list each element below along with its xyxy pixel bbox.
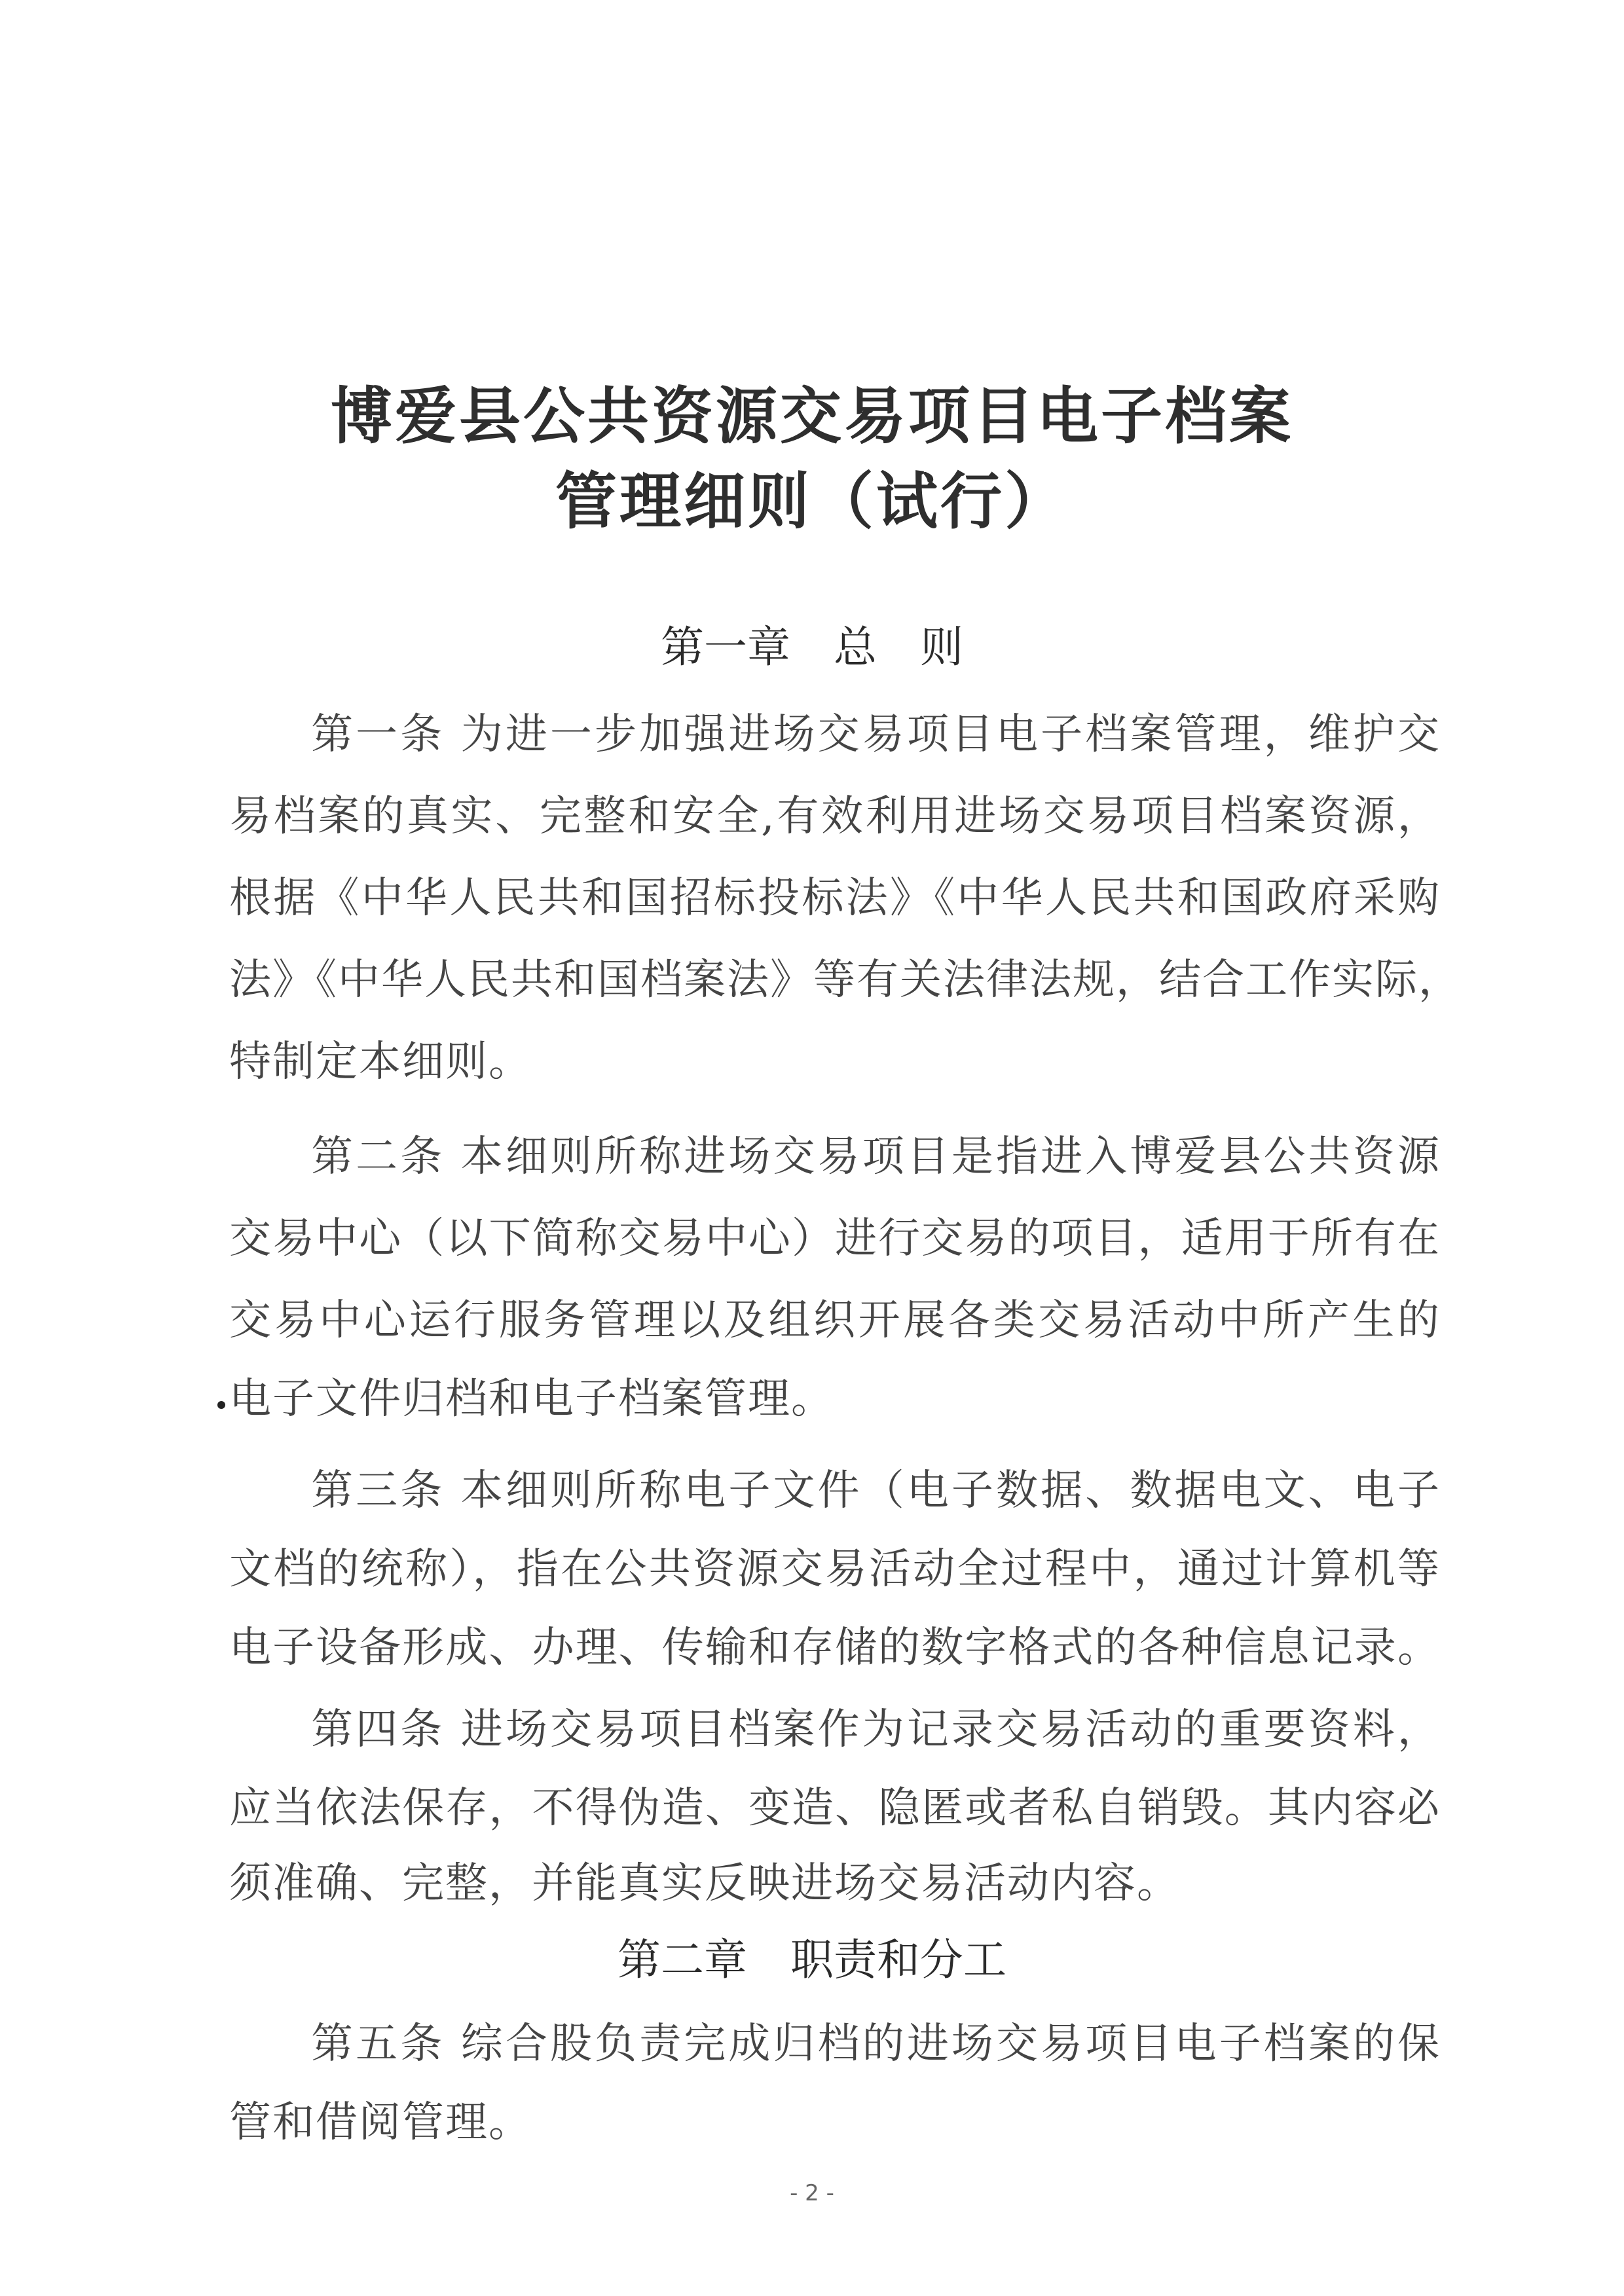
scan-dot-mark	[217, 1401, 225, 1409]
article-1-line: 易档案的真实、完整和安全,有效利用进场交易项目档案资源，	[229, 792, 1441, 841]
article-4-line: 第四条 进场交易项目档案作为记录交易活动的重要资料，	[311, 1705, 1441, 1754]
article-5-line: 管和借阅管理。	[229, 2098, 532, 2147]
article-2-line: 交易中心运行服务管理以及组织开展各类交易活动中所产生的	[229, 1296, 1441, 1345]
article-1-line: 特制定本细则。	[229, 1038, 532, 1086]
article-1-line: 第一条 为进一步加强进场交易项目电子档案管理，维护交	[311, 710, 1441, 759]
article-2-line: 电子文件归档和电子档案管理。	[229, 1375, 834, 1423]
article-5-line: 第五条 综合股负责完成归档的进场交易项目电子档案的保	[311, 2020, 1441, 2068]
article-3-line: 第三条 本细则所称电子文件（电子数据、数据电文、电子	[311, 1467, 1441, 1515]
article-2-line: 交易中心（以下简称交易中心）进行交易的项目，适用于所有在	[229, 1214, 1441, 1263]
article-4-line: 应当依法保存，不得伪造、变造、隐匿或者私自销毁。其内容必	[229, 1784, 1441, 1832]
document-title-line1: 博爱县公共资源交易项目电子档案	[330, 380, 1293, 452]
article-3-line: 文档的统称），指在公共资源交易活动全过程中，通过计算机等	[229, 1545, 1441, 1594]
document-title-line2: 管理细则（试行）	[555, 465, 1069, 538]
article-1-line: 根据《中华人民共和国招标投标法》《中华人民共和国政府采购	[229, 874, 1441, 922]
chapter-1-heading: 第一章 总 则	[661, 622, 963, 672]
page-number: - 2 -	[790, 2180, 834, 2206]
article-3-line: 电子设备形成、办理、传输和存储的数字格式的各种信息记录。	[229, 1624, 1441, 1672]
article-4-line: 须准确、完整，并能真实反映进场交易活动内容。	[229, 1859, 1180, 1908]
article-1-line: 法》《中华人民共和国档案法》等有关法律法规，结合工作实际，	[229, 956, 1462, 1004]
article-2-line: 第二条 本细则所称进场交易项目是指进入博爱县公共资源	[311, 1133, 1441, 1181]
chapter-2-heading: 第二章 职责和分工	[618, 1935, 1006, 1985]
